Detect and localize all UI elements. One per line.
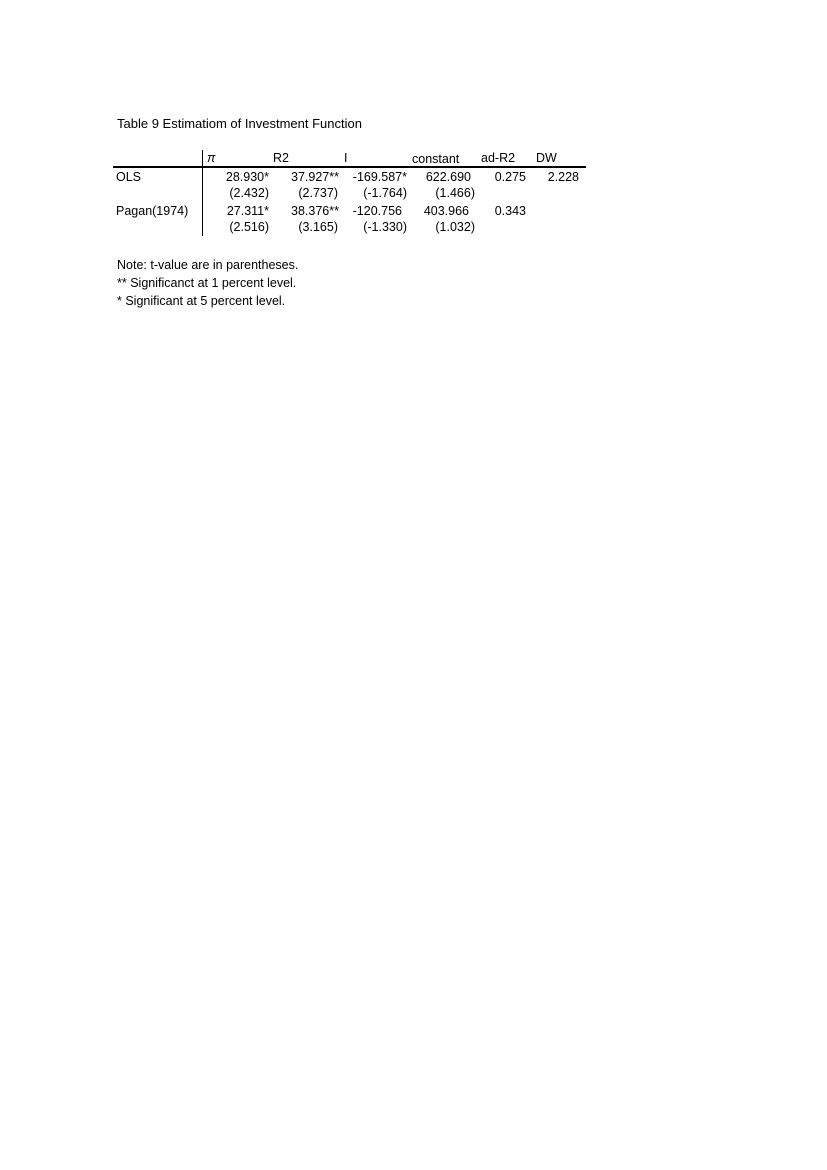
ols-constant-coef: 622.690 (425, 170, 471, 184)
header-ad-r2: ad-R2 (481, 151, 516, 165)
ols-ad-r2: 0.275 (494, 170, 526, 184)
header-pi: π (207, 151, 216, 165)
header-constant: constant (412, 152, 460, 166)
row-label-ols: OLS (116, 170, 142, 184)
ols-i-coef: -169.587* (352, 170, 407, 184)
header-i: I (344, 151, 348, 165)
ols-constant-tvalue: (1.466) (435, 186, 475, 200)
header-dw: DW (536, 151, 557, 165)
ols-r2-tvalue: (2.737) (298, 186, 338, 200)
pagan-pi-tvalue: (2.516) (229, 220, 269, 234)
pagan-i-coef: -120.756 (352, 204, 402, 218)
table-vertical-rule (202, 150, 203, 236)
pagan-r2-tvalue: (3.165) (298, 220, 338, 234)
ols-r2-coef: 37.927** (291, 170, 339, 184)
pagan-i-tvalue: (-1.330) (363, 220, 407, 234)
pagan-constant-coef: 403.966 (423, 204, 469, 218)
ols-pi-coef: 28.930* (225, 170, 269, 184)
note-five-percent: * Significant at 5 percent level. (117, 294, 286, 308)
table-header-rule (113, 166, 586, 168)
row-label-pagan: Pagan(1974) (116, 204, 189, 218)
estimation-table (113, 148, 586, 238)
pagan-r2-coef: 38.376** (291, 204, 339, 218)
table-notes (117, 256, 298, 310)
ols-pi-tvalue: (2.432) (229, 186, 269, 200)
ols-dw: 2.228 (547, 170, 579, 184)
note-one-percent: ** Significanct at 1 percent level. (117, 276, 297, 290)
ols-i-tvalue: (-1.764) (363, 186, 407, 200)
pagan-constant-tvalue: (1.032) (435, 220, 475, 234)
pagan-ad-r2: 0.343 (494, 204, 526, 218)
header-r2: R2 (273, 151, 289, 165)
pagan-pi-coef: 27.311* (226, 204, 269, 218)
note-tvalue: Note: t-value are in parentheses. (117, 258, 299, 272)
table-title: Table 9 Estimatiom of Investment Function (117, 116, 362, 131)
